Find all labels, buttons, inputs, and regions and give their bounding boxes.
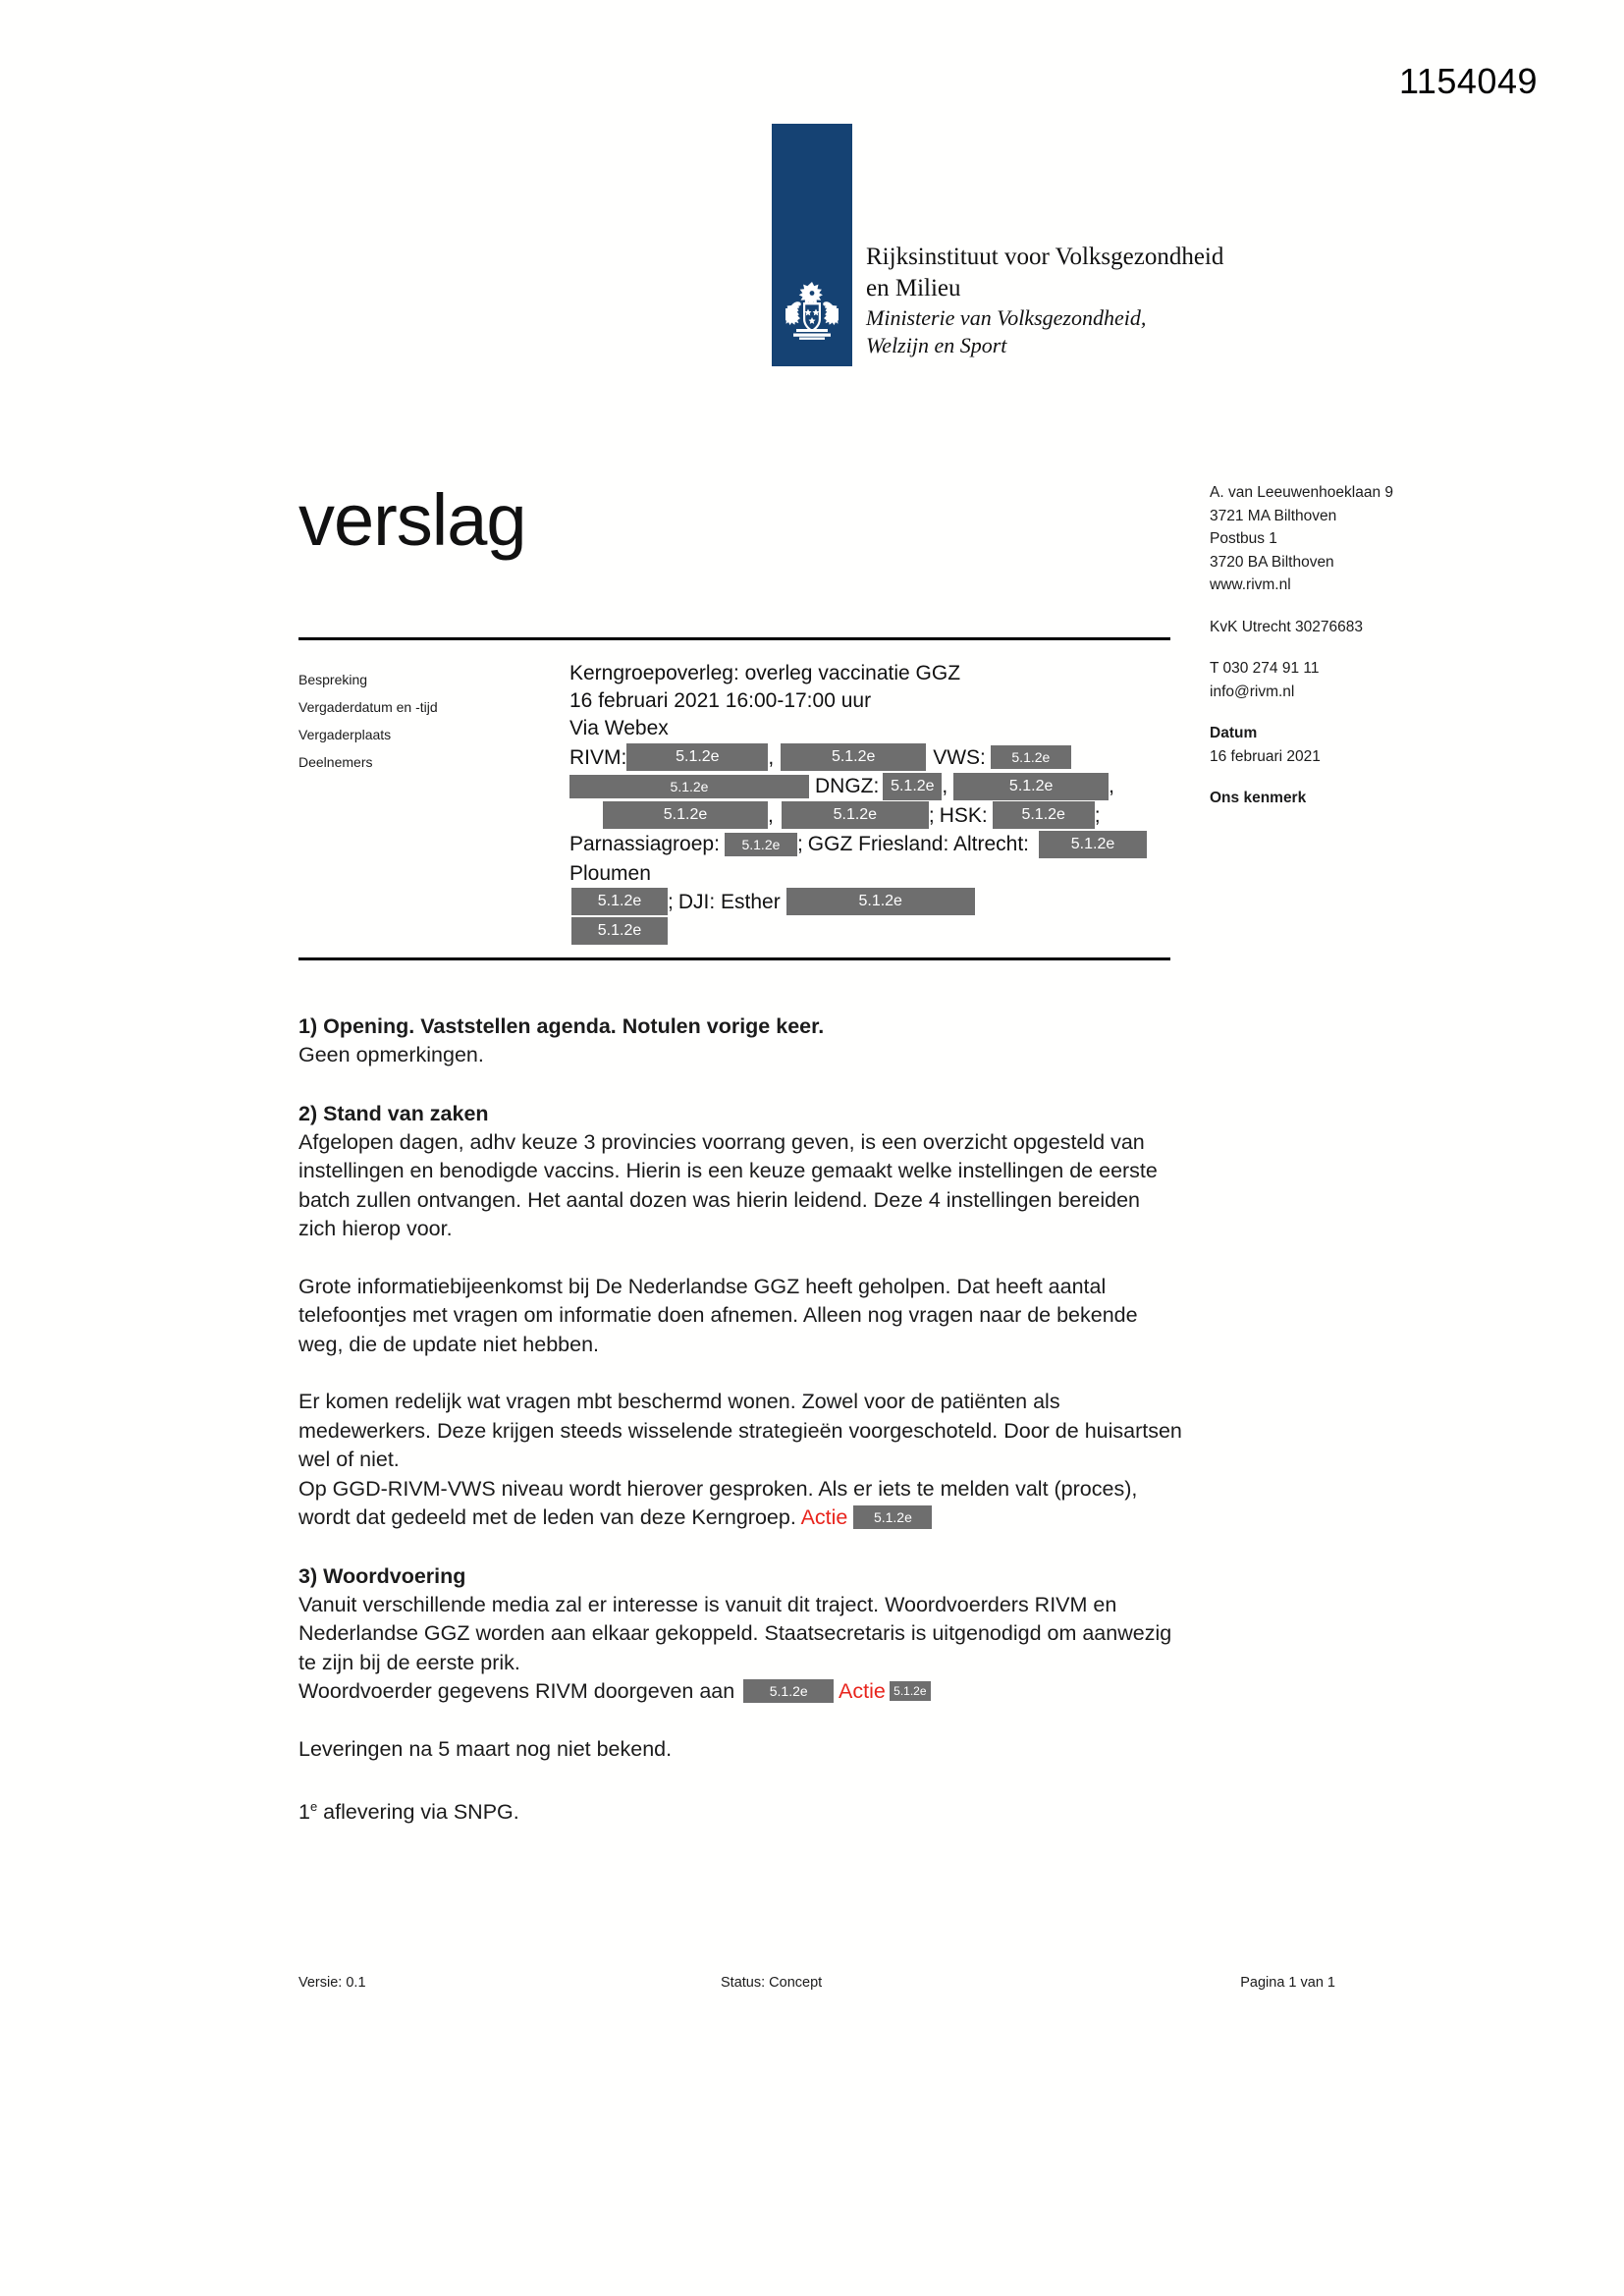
redaction-box: 5.1.2e bbox=[883, 773, 942, 800]
section-3-heading: 3) Woordvoering bbox=[298, 1563, 466, 1588]
redaction-box: 5.1.2e bbox=[626, 743, 768, 771]
logo-line-2: en Milieu bbox=[866, 274, 961, 301]
participants-row-5 bbox=[569, 859, 1178, 888]
org-label-rivm: RIVM: bbox=[569, 746, 627, 769]
separator-comma: , bbox=[768, 746, 775, 769]
logo-wordmark bbox=[866, 242, 1223, 366]
separator-semicolon: ; bbox=[796, 833, 803, 856]
org-label-parnassiagroep: Parnassiagroep: bbox=[569, 833, 720, 856]
section-3-paragraph-2-text: Woordvoerder gegevens RIVM doorgeven aan bbox=[298, 1679, 735, 1703]
logo-line-1: Rijksinstituut voor Volksgezondheid bbox=[866, 243, 1224, 270]
separator-comma: , bbox=[942, 775, 948, 798]
section-4-paragraph-1: Leveringen na 5 maart nog niet bekend. bbox=[298, 1736, 673, 1761]
logo-line-4: Welzijn en Sport bbox=[866, 333, 1007, 358]
footer-page-number: Pagina 1 van 1 bbox=[1240, 1975, 1335, 1991]
paragraph-spacer bbox=[298, 1244, 1182, 1273]
label-deelnemers: Deelnemers bbox=[298, 754, 373, 770]
label-bespreking: Bespreking bbox=[298, 672, 368, 687]
redaction-box: 5.1.2e bbox=[953, 773, 1109, 800]
paragraph-spacer bbox=[298, 1764, 1182, 1792]
participant-ploumen: Ploumen bbox=[569, 861, 651, 885]
section-1-paragraph-1: Geen opmerkingen. bbox=[298, 1043, 484, 1066]
logo-blue-bar bbox=[772, 124, 852, 366]
value-vergaderdatum: 16 februari 2021 16:00-17:00 uur bbox=[569, 689, 872, 712]
participants-row-4 bbox=[569, 830, 1178, 858]
paragraph-spacer bbox=[298, 1533, 1182, 1561]
redaction-box: 5.1.2e bbox=[571, 888, 668, 915]
participants-row-7 bbox=[569, 916, 1178, 945]
separator-semicolon: ; bbox=[928, 803, 935, 827]
section-3-paragraph-1: Vanuit verschillende media zal er interesse is vanuit dit traject. Woordvoerders RIVM en Nederlandse GGZ worden aan elkaar gekoppeld. Staatsecretaris is uitgenodigd om aanwezig te zijn bij de eerste prik. bbox=[298, 1592, 1172, 1674]
website: www.rivm.nl bbox=[1210, 576, 1291, 594]
redaction-box: 5.1.2e bbox=[725, 833, 797, 856]
section-2-paragraph-3: Er komen redelijk wat vragen mbt beschermd wonen. Zowel voor de patiënten als medewerkers. Deze krijgen steeds wisselende strategieën voorgeschoteld. Door de huisartsen wel of niet. bbox=[298, 1390, 1182, 1471]
section-2-paragraph-4 bbox=[298, 1475, 1182, 1533]
logo-line-3: Ministerie van Volksgezondheid, bbox=[866, 304, 1147, 330]
org-label-dji: DJI: Esther bbox=[677, 890, 781, 913]
delivery-ordinal-suffix: e bbox=[309, 1799, 318, 1814]
divider-top bbox=[298, 637, 1170, 640]
paragraph-spacer bbox=[298, 1070, 1182, 1099]
address-group bbox=[1210, 481, 1504, 597]
address-line-4: 3720 BA Bilthoven bbox=[1210, 553, 1334, 571]
dutch-coat-of-arms-icon bbox=[785, 280, 839, 341]
kvk-number: KvK Utrecht 30276683 bbox=[1210, 618, 1363, 635]
address-line-1: A. van Leeuwenhoeklaan 9 bbox=[1210, 484, 1394, 501]
value-bespreking: Kerngroepoverleg: overleg vaccinatie GGZ bbox=[569, 662, 961, 684]
sender-info-block bbox=[1210, 481, 1504, 810]
separator-semicolon: ; bbox=[1094, 803, 1101, 827]
label-vergaderplaats: Vergaderplaats bbox=[298, 727, 392, 742]
redaction-box: 5.1.2e bbox=[571, 917, 668, 945]
participants-row-6 bbox=[569, 888, 1178, 916]
separator-comma: , bbox=[768, 803, 774, 827]
delivery-text: aflevering via SNPG. bbox=[317, 1800, 519, 1825]
document-number: 1154049 bbox=[1399, 61, 1538, 101]
reference-label: Ons kenmerk bbox=[1210, 790, 1307, 807]
org-label-vws: VWS: bbox=[933, 746, 986, 769]
redaction-box: 5.1.2e bbox=[1039, 831, 1147, 858]
section-2-paragraph-1: Afgelopen dagen, adhv keuze 3 provincies voorrang geven, is een overzicht opgesteld van instellingen en benodigde vaccins. Hierin is een keuze gemaakt welke instellingen de eerste batch zullen ontvangen. Het aantal dozen was hierin leidend. Deze 4 instellingen bereiden zich hierop voor. bbox=[298, 1129, 1158, 1240]
redaction-box: 5.1.2e bbox=[991, 745, 1071, 769]
participants-row-3 bbox=[569, 801, 1178, 830]
redaction-box: 5.1.2e bbox=[782, 801, 929, 829]
actie-marker: Actie bbox=[839, 1679, 886, 1703]
footer-status: Status: Concept bbox=[721, 1975, 823, 1991]
metadata-values bbox=[569, 660, 1178, 946]
date-value: 16 februari 2021 bbox=[1210, 747, 1321, 765]
redaction-box: 5.1.2e bbox=[890, 1681, 931, 1701]
label-vergaderdatum: Vergaderdatum en -tijd bbox=[298, 699, 438, 715]
address-line-2: 3721 MA Bilthoven bbox=[1210, 507, 1337, 524]
reference-group bbox=[1210, 787, 1504, 810]
rivm-logo bbox=[772, 124, 1223, 366]
value-vergaderplaats: Via Webex bbox=[569, 717, 669, 739]
address-line-3: Postbus 1 bbox=[1210, 530, 1277, 548]
section-1-heading: 1) Opening. Vaststellen agenda. Notulen vorige keer. bbox=[298, 1014, 825, 1038]
actie-marker: Actie bbox=[800, 1505, 848, 1529]
section-2-heading: 2) Stand van zaken bbox=[298, 1101, 489, 1125]
redaction-box: 5.1.2e bbox=[603, 801, 768, 829]
footer-version: Versie: 0.1 bbox=[298, 1975, 366, 1991]
metadata-labels bbox=[298, 666, 514, 776]
redaction-box: 5.1.2e bbox=[569, 775, 809, 798]
participants-row-1 bbox=[569, 743, 1178, 772]
date-group bbox=[1210, 722, 1504, 768]
email-address: info@rivm.nl bbox=[1210, 683, 1295, 700]
document-body bbox=[298, 1011, 1182, 1828]
kvk-group bbox=[1210, 616, 1504, 639]
redaction-box: 5.1.2e bbox=[786, 888, 975, 915]
section-4-paragraph-2 bbox=[298, 1792, 1182, 1828]
section-2-paragraph-2: Grote informatiebijeenkomst bij De Nederlandse GGZ heeft geholpen. Dat heeft aantal telefoontjes met vragen om informatie doen afnemen. Alleen nog vragen naar de bekende weg, die de update niet hebben. bbox=[298, 1274, 1138, 1356]
separator-comma: , bbox=[1109, 775, 1115, 798]
contact-group bbox=[1210, 657, 1504, 703]
redaction-box: 5.1.2e bbox=[781, 743, 926, 771]
date-label: Datum bbox=[1210, 725, 1258, 742]
org-label-hsk: HSK: bbox=[939, 803, 988, 827]
divider-bottom bbox=[298, 957, 1170, 960]
page-title: verslag bbox=[298, 479, 526, 561]
page-footer bbox=[298, 1975, 1335, 1991]
participants-list bbox=[569, 743, 1178, 946]
section-2-paragraph-4-text: Op GGD-RIVM-VWS niveau wordt hierover gesproken. Als er iets te melden valt (proces), wordt dat gedeeld met de leden van deze Kerngroep. bbox=[298, 1476, 1138, 1529]
org-label-ggz-friesland: GGZ Friesland: Altrecht: bbox=[807, 833, 1030, 856]
paragraph-spacer bbox=[298, 1707, 1182, 1735]
section-3-paragraph-2 bbox=[298, 1677, 1182, 1707]
delivery-ordinal-number: 1 bbox=[298, 1800, 310, 1825]
paragraph-spacer bbox=[298, 1359, 1182, 1388]
phone-number: T 030 274 91 11 bbox=[1210, 660, 1320, 678]
separator-semicolon: ; bbox=[668, 890, 674, 913]
org-label-dngz: DNGZ: bbox=[815, 775, 880, 798]
redaction-box: 5.1.2e bbox=[993, 801, 1095, 829]
redaction-box: 5.1.2e bbox=[853, 1505, 932, 1529]
participants-row-2 bbox=[569, 772, 1178, 800]
redaction-box: 5.1.2e bbox=[743, 1679, 834, 1703]
